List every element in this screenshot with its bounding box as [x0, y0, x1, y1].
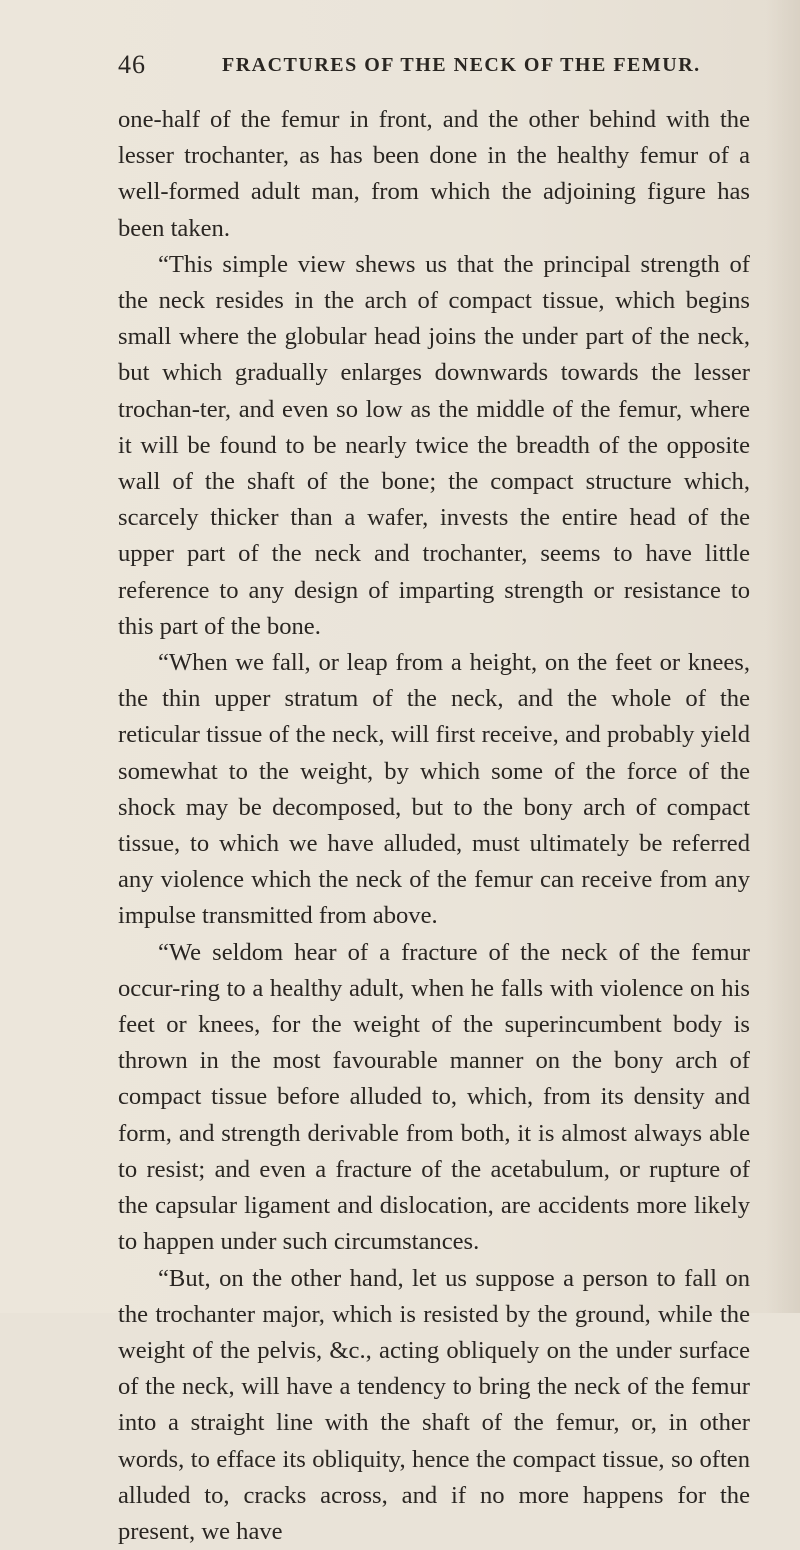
paragraph: “This simple view shews us that the principal strength of the neck resides in the arch of compact tissue, which begins small where the globular head joins the under part of the neck, but which gradually enlarges downwards towards the lesser trochan-ter, and even so low as the middle of the femur, where it will be found to be nearly twice the breadth of the opposite wall of the shaft of the bone; the compact structure which, scarcely thicker than a wafer, invests the entire head of the upper part of the neck and trochanter, seems to have little reference to any design of imparting strength or resistance to this part of the bone. — [118, 247, 750, 645]
paragraph: “When we fall, or leap from a height, on the feet or knees, the thin upper stratum of the neck, and the whole of the reticular tissue of the neck, will first receive, and probably yield somewhat to the weight, by which some of the force of the shock may be decomposed, but to the bony arch of compact tissue, to which we have alluded, must ultimately be referred any violence which the neck of the femur can receive from any impulse transmitted from above. — [118, 645, 750, 935]
page-edge-shadow — [766, 0, 800, 1313]
paragraph: one-half of the femur in front, and the other behind with the lesser trochanter, as has been done in the healthy femur of a well-formed adult man, from which the adjoining figure has been taken. — [118, 102, 750, 247]
page-number: 46 — [118, 50, 146, 80]
body-text — [118, 102, 750, 1550]
paragraph: “We seldom hear of a fracture of the neck of the femur occur-ring to a healthy adult, when he falls with violence on his feet or knees, for the weight of the superincumbent body is thrown in the most favourable manner on the bony arch of compact tissue before alluded to, which, from its density and form, and strength derivable from both, it is almost always able to resist; and even a fracture of the acetabulum, or rupture of the capsular ligament and dislocation, are accidents more likely to happen under such circumstances. — [118, 935, 750, 1261]
paragraph: “But, on the other hand, let us suppose a person to fall on the trochanter major, which is resisted by the ground, while the weight of the pelvis, &c., acting obliquely on the under surface of the neck, will have a tendency to bring the neck of the femur into a straight line with the shaft of the femur, or, in other words, to efface its obliquity, hence the compact tissue, so often alluded to, cracks across, and if no more happens for the present, we have — [118, 1261, 750, 1550]
running-head: FRACTURES OF THE NECK OF THE FEMUR. — [222, 54, 701, 77]
page-header — [118, 50, 748, 90]
